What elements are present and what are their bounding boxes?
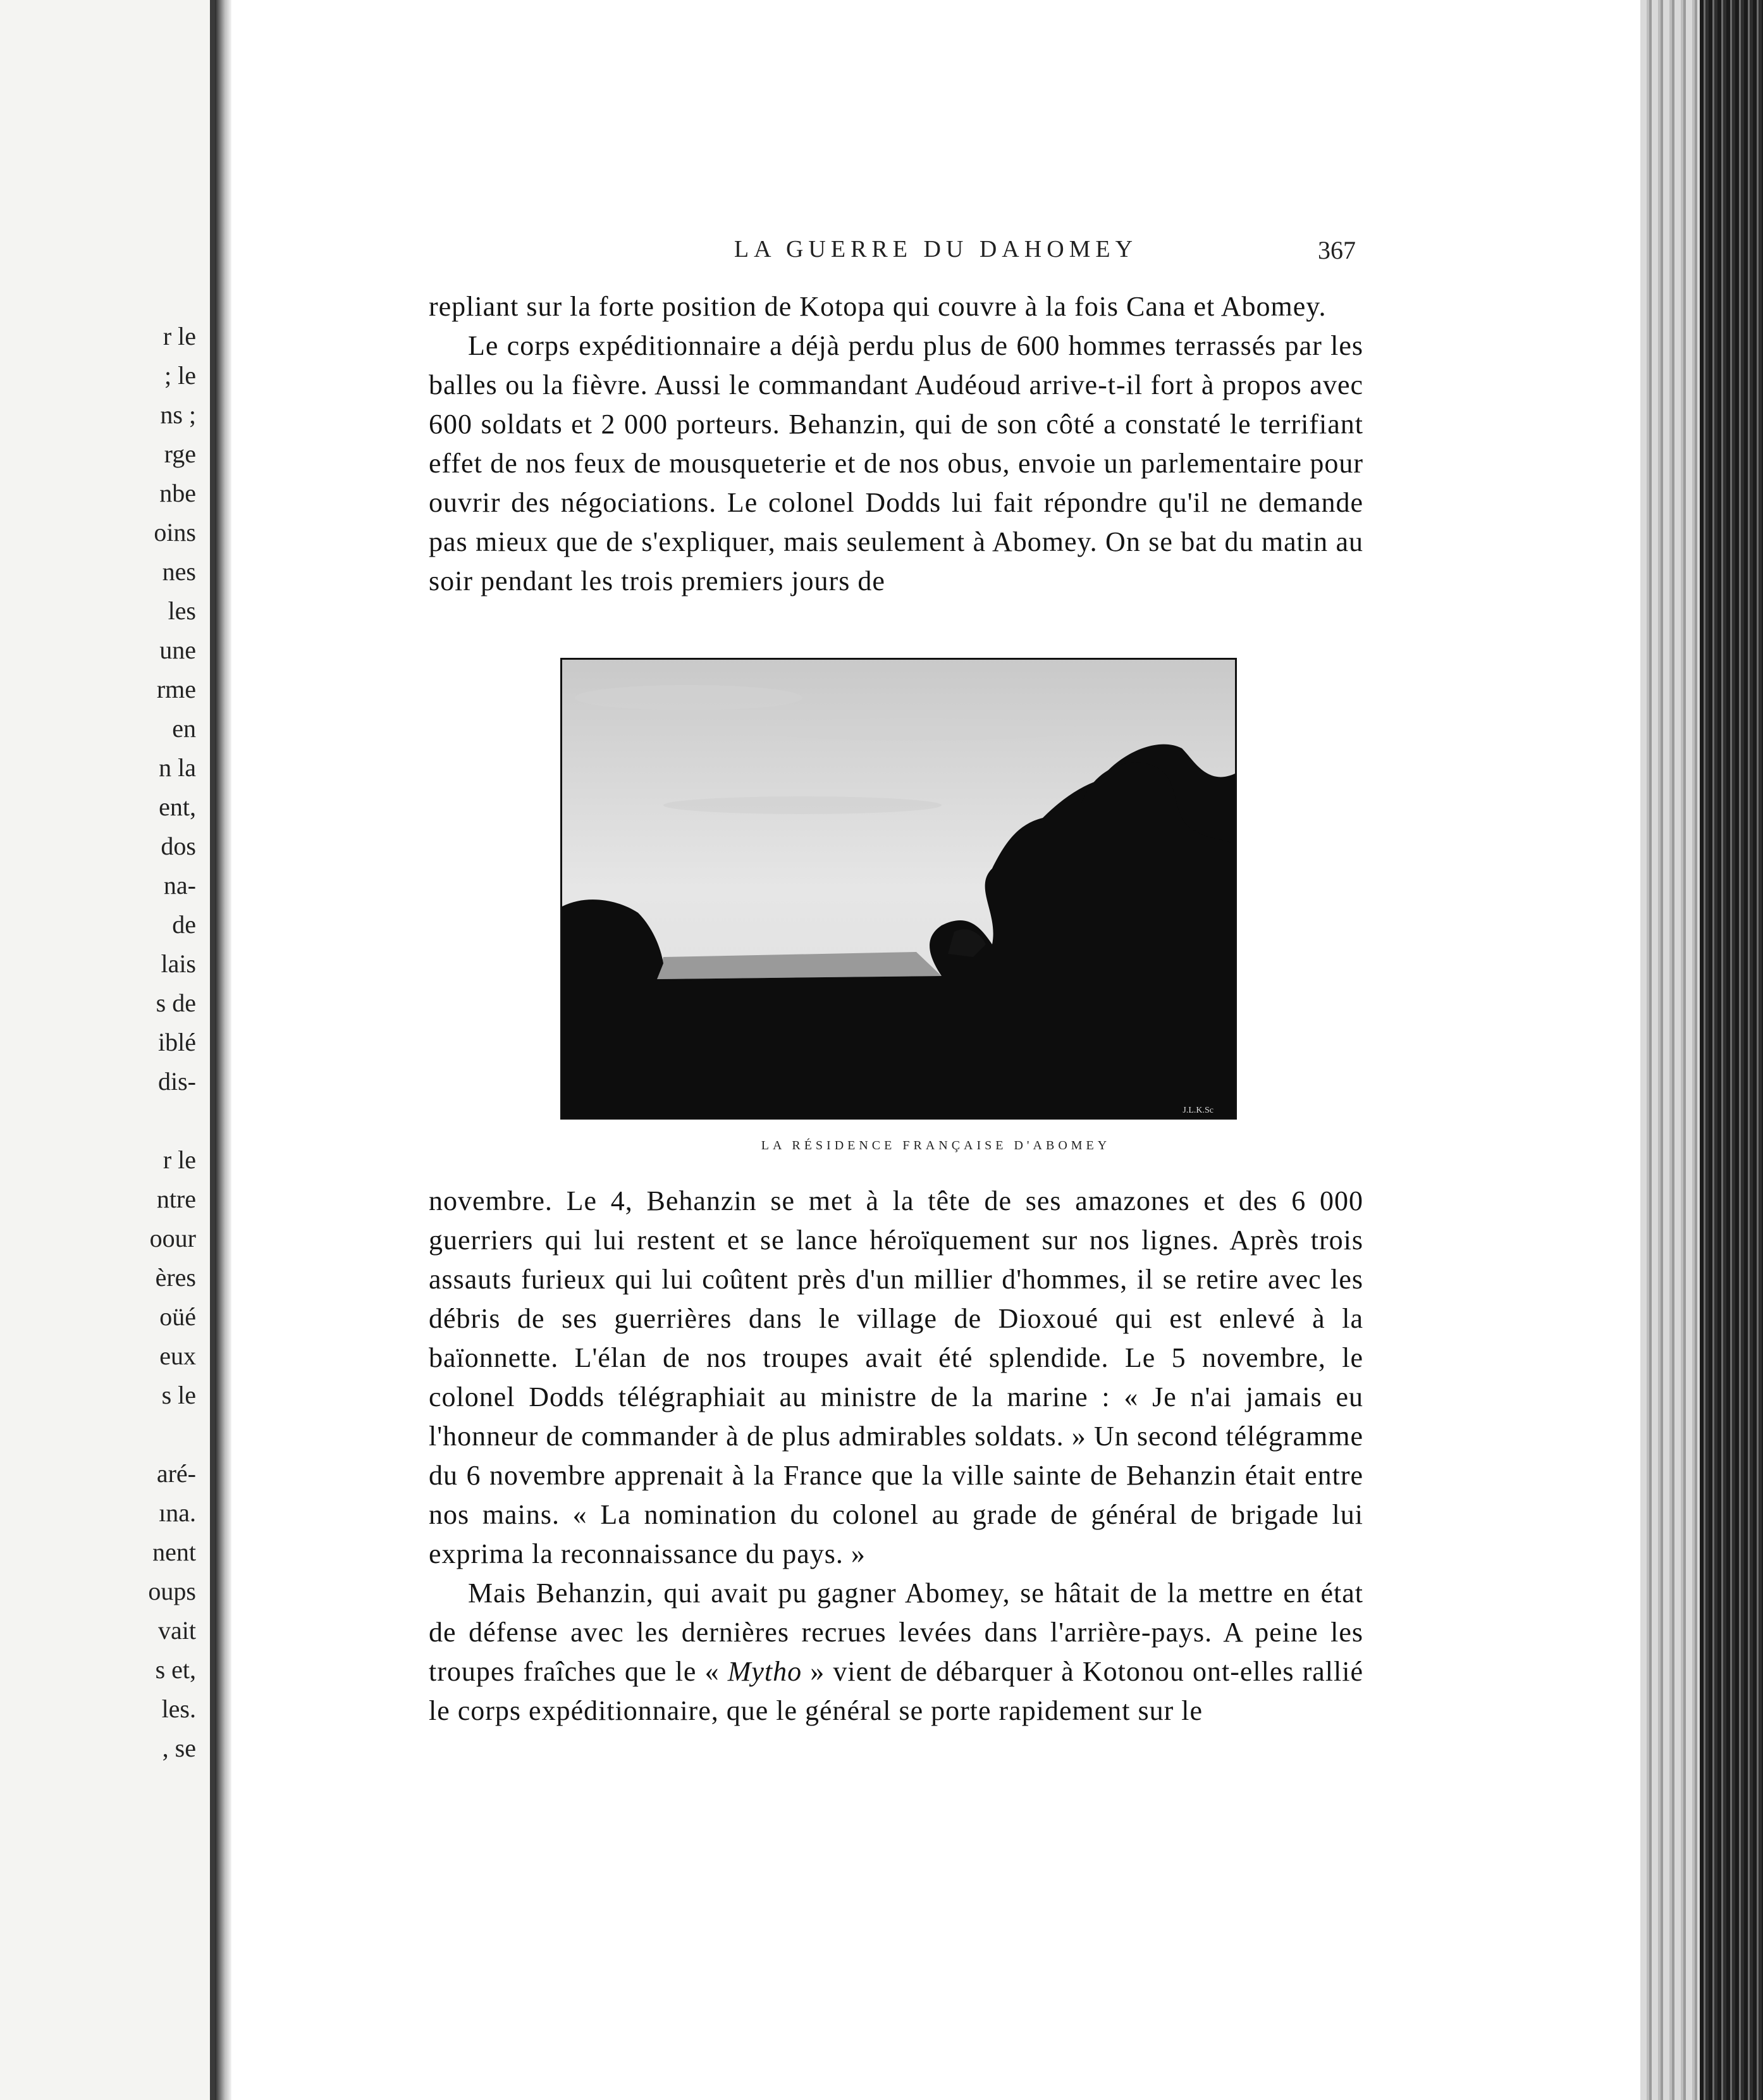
prev-page-fragment: rme: [156, 675, 196, 703]
prev-page-fragment: lais: [161, 949, 196, 978]
prev-page-fragment: nent: [152, 1538, 196, 1566]
book-gutter: [210, 0, 215, 2100]
prev-page-fragment: ères: [155, 1263, 196, 1292]
figure-caption: LA RÉSIDENCE FRANÇAISE D'ABOMEY: [761, 1139, 1111, 1152]
prev-page-fragment: r le: [163, 322, 196, 350]
prev-page-fragment: ına.: [159, 1498, 196, 1527]
prev-page-fragment: s et,: [155, 1655, 196, 1684]
page-number: 367: [1318, 236, 1356, 264]
text-block-top: [429, 287, 1363, 601]
prev-page-fragment: ent,: [159, 793, 196, 821]
photograph-image: [562, 660, 1235, 1118]
prev-page-fragment: nes: [162, 557, 196, 586]
prev-page-fragment: rge: [164, 440, 196, 468]
prev-page-fragment: une: [159, 636, 196, 664]
prev-page-fragment: nbe: [159, 479, 196, 507]
prev-page-fragment: ntre: [156, 1185, 196, 1213]
book-gutter-shadow: [215, 0, 231, 2100]
book-edge-dark: [1700, 0, 1763, 2100]
prev-page-fragment: oour: [149, 1224, 196, 1252]
prev-page-fragment: aré-: [156, 1459, 196, 1488]
engraver-mark: J.L.K.Sc: [1182, 1106, 1213, 1115]
photograph: [560, 658, 1237, 1120]
paragraph: Le corps expéditionnaire a déjà perdu plus de 600 hommes terrassés par les balles ou la fièvre. Aussi le commandant Audéoud arrive-t-il fort à propos avec 600 soldats et 2 000 porteurs. Behanzin, qui de son côté a constaté le terrifiant effet de nos feux de mousqueterie et de nos obus, envoie un parlementaire pour ouvrir des négociations. Le colonel Dodds lui fait répondre qu'il ne demande pas mieux que de s'expliquer, mais seulement à Abomey. On se bat du matin au soir pendant les trois premiers jours de: [429, 330, 1363, 596]
text-block-bottom: [429, 1182, 1363, 1731]
paragraph: novembre. Le 4, Behanzin se met à la tête de ses amazones et des 6 000 guerriers qui lui restent et se lance héroïquement sur nos lignes. Après trois assauts furieux qui lui coûtent près d'un millier d'hommes, il se retire avec les débris de ses guerrières dans le village de Dioxoué qui est enlevé à la baïonnette. L'élan de nos troupes avait été splendide. Le 5 novembre, le colonel Dodds télégraphiait au ministre de la marine : « Je n'ai jamais eu l'honneur de commander à de plus admirables soldats. » Un second télégramme du 6 novembre apprenait à la France que la ville sainte de Behanzin était entre nos mains. « La nomination du colonel au grade de général de brigade lui exprima la reconnaissance du pays. »: [429, 1185, 1363, 1569]
prev-page-fragment: en: [172, 714, 196, 743]
prev-page-fragment: oups: [148, 1577, 196, 1605]
prev-page-fragment: les: [168, 596, 196, 625]
page: [231, 0, 1640, 2100]
running-head: LA GUERRE DU DAHOMEY: [734, 236, 1138, 262]
prev-page-fragment: oüé: [159, 1302, 196, 1331]
previous-page-edge: [0, 0, 210, 2100]
prev-page-fragment: s de: [156, 989, 196, 1017]
prev-page-fragment: iblé: [158, 1028, 196, 1056]
prev-page-fragment: dos: [161, 832, 196, 860]
prev-page-fragment: les.: [161, 1695, 196, 1723]
prev-page-fragment: dis-: [158, 1067, 196, 1096]
prev-page-fragment: s le: [161, 1381, 196, 1409]
prev-page-fragment: na-: [163, 871, 196, 899]
paragraph: [429, 1574, 1363, 1731]
prev-page-fragment: de: [172, 910, 196, 939]
paragraph-text: Mais Behanzin, qui avait pu gagner Abomey, se hâtait de la mettre en état de défense avec les dernières recrues levées dans l'arrière-pays. A peine les troupes fraîches que le «: [429, 1578, 1363, 1687]
prev-page-fragment: , se: [162, 1734, 196, 1762]
prev-page-fragment: n la: [159, 753, 196, 782]
ship-name: Mytho: [727, 1656, 802, 1687]
prev-page-fragment: r le: [163, 1146, 196, 1174]
paragraph-text: » vient de débarquer à Kotonou ont-elles rallié le corps expéditionnaire, que le général se porte rapidement sur le: [429, 1656, 1363, 1726]
prev-page-fragment: ; le: [164, 361, 196, 390]
prev-page-fragment: oins: [154, 518, 196, 547]
paragraph: repliant sur la forte position de Kotopa qui couvre à la fois Cana et Abomey.: [429, 291, 1327, 322]
prev-page-fragment: ns ;: [160, 400, 196, 429]
prev-page-fragment: eux: [159, 1342, 196, 1370]
prev-page-fragment: vait: [158, 1616, 196, 1645]
